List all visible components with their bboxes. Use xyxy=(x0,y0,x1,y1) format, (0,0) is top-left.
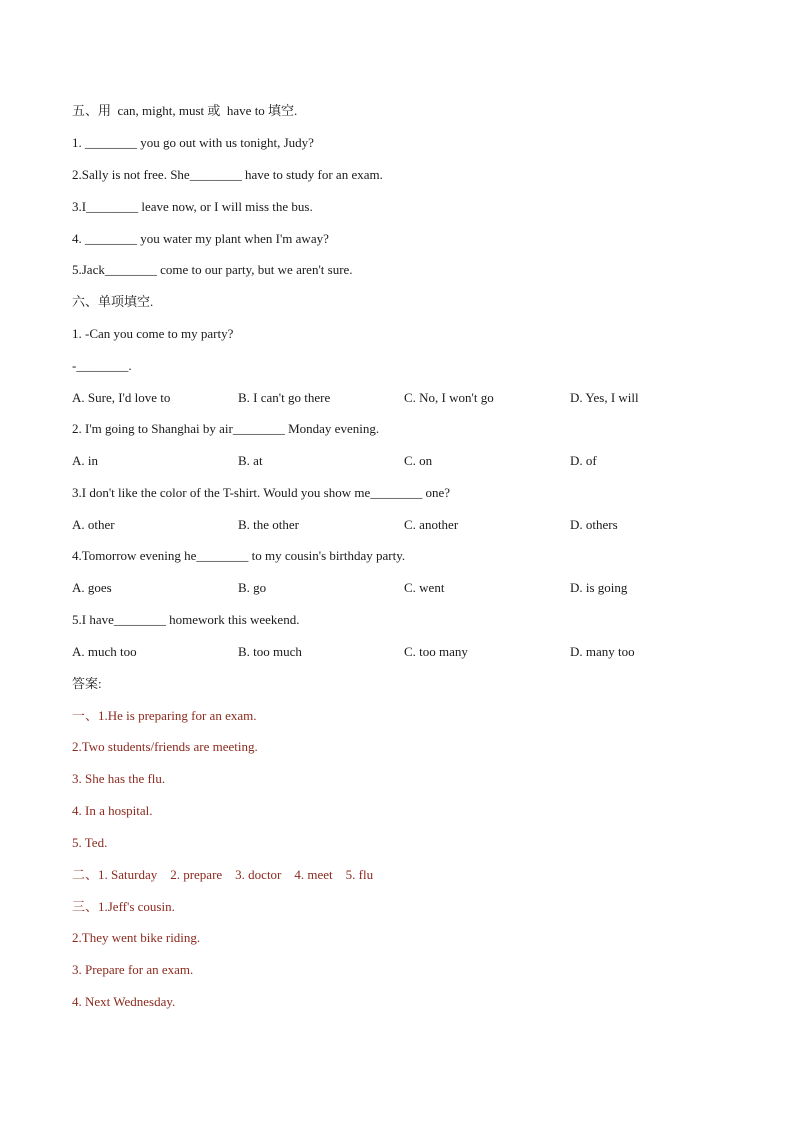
option-d: D. many too xyxy=(570,644,635,659)
answer-line: 一、1.He is preparing for an exam. xyxy=(72,708,257,723)
section5-heading: 五、用 can, might, must 或 have to 填空. xyxy=(72,103,298,118)
option-d: D. Yes, I will xyxy=(570,390,639,405)
answer-line: 3. She has the flu. xyxy=(72,771,166,786)
answer-line: 二、1. Saturday 2. prepare 3. doctor 4. meet 5. flu xyxy=(72,867,374,882)
option-c: C. on xyxy=(404,453,433,468)
section6-heading: 六、单项填空. xyxy=(72,294,154,309)
option-c: C. went xyxy=(404,580,445,595)
option-b: B. too much xyxy=(238,644,302,659)
section5-item: 3.I________ leave now, or I will miss the bus. xyxy=(72,199,313,214)
answer-line: 4. In a hospital. xyxy=(72,803,153,818)
question-stem: 4.Tomorrow evening he________ to my cousin's birthday party. xyxy=(72,548,406,563)
option-d: D. of xyxy=(570,453,597,468)
section5-item: 2.Sally is not free. She________ have to study for an exam. xyxy=(72,167,383,182)
option-b: B. I can't go there xyxy=(238,390,331,405)
answer-line: 2.Two students/friends are meeting. xyxy=(72,739,258,754)
question-stem: 2. I'm going to Shanghai by air________ Monday evening. xyxy=(72,421,380,436)
answer-line: 5. Ted. xyxy=(72,835,108,850)
section5-item: 1. ________ you go out with us tonight, Judy? xyxy=(72,135,314,150)
option-a: A. goes xyxy=(72,580,112,595)
answers-heading: 答案: xyxy=(72,676,102,691)
option-c: C. another xyxy=(404,517,459,532)
answer-line: 3. Prepare for an exam. xyxy=(72,962,194,977)
question-stem: 1. -Can you come to my party? xyxy=(72,326,234,341)
option-d: D. is going xyxy=(570,580,628,595)
option-b: B. go xyxy=(238,580,267,595)
section5-item: 4. ________ you water my plant when I'm away? xyxy=(72,231,329,246)
section5-item: 5.Jack________ come to our party, but we aren't sure. xyxy=(72,262,353,277)
option-a: A. much too xyxy=(72,644,137,659)
option-b: B. at xyxy=(238,453,263,468)
option-b: B. the other xyxy=(238,517,300,532)
question-stem: -________. xyxy=(72,358,132,373)
option-a: A. other xyxy=(72,517,115,532)
question-stem: 3.I don't like the color of the T-shirt. Would you show me________ one? xyxy=(72,485,451,500)
option-c: C. too many xyxy=(404,644,468,659)
answer-line: 4. Next Wednesday. xyxy=(72,994,176,1009)
answer-line: 2.They went bike riding. xyxy=(72,930,201,945)
option-a: A. Sure, I'd love to xyxy=(72,390,171,405)
question-stem: 5.I have________ homework this weekend. xyxy=(72,612,300,627)
option-c: C. No, I won't go xyxy=(404,390,494,405)
option-a: A. in xyxy=(72,453,98,468)
answer-line: 三、1.Jeff's cousin. xyxy=(72,899,175,914)
option-d: D. others xyxy=(570,517,618,532)
